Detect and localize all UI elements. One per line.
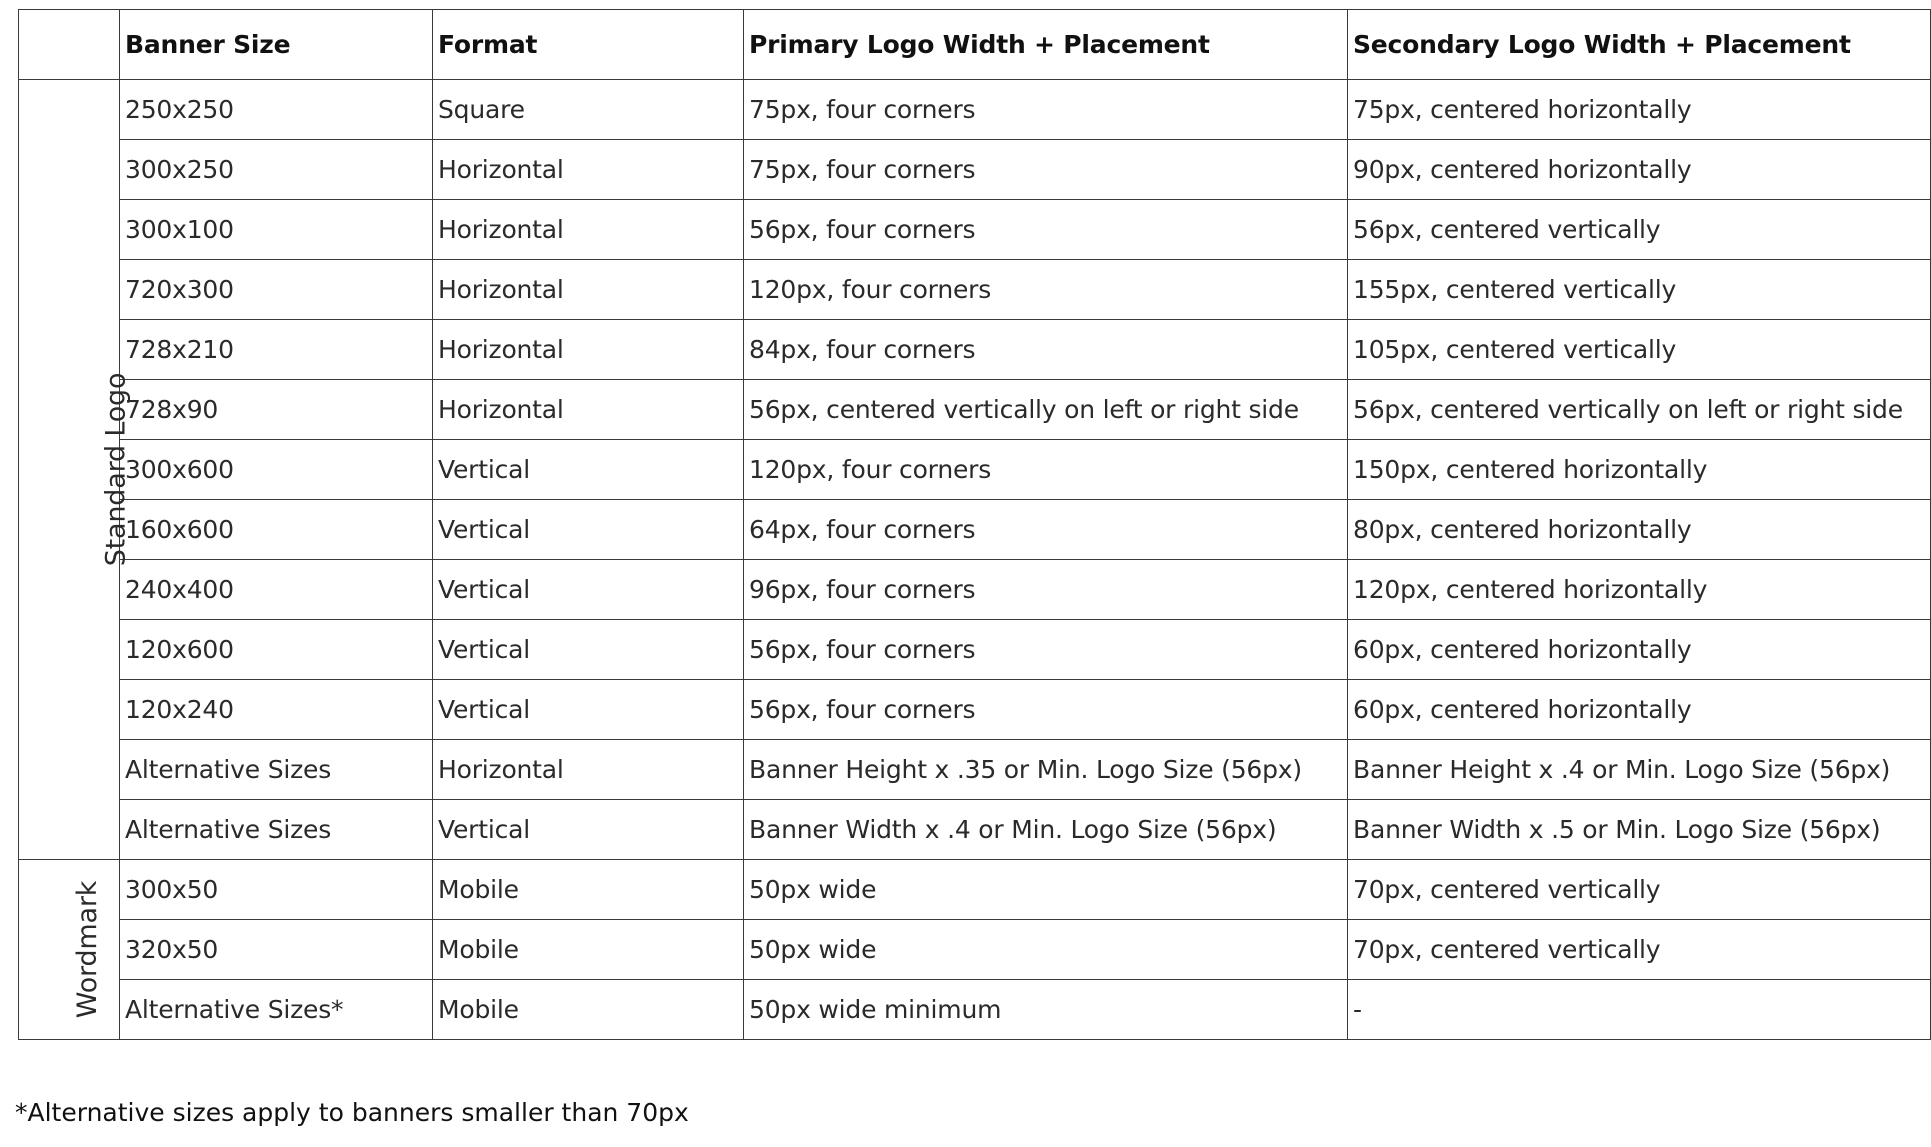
primary-logo-cell: 50px wide <box>744 860 1348 920</box>
group-label: Wordmark <box>72 880 104 1019</box>
format-cell: Vertical <box>433 680 744 740</box>
secondary-logo-cell: - <box>1348 980 1931 1040</box>
header-secondary-logo: Secondary Logo Width + Placement <box>1348 10 1931 80</box>
banner-size-cell: 300x600 <box>120 440 433 500</box>
secondary-logo-cell: 150px, centered horizontally <box>1348 440 1931 500</box>
banner-size-cell: 728x210 <box>120 320 433 380</box>
format-cell: Mobile <box>433 980 744 1040</box>
group-label: Standard Logo <box>100 372 132 567</box>
table-row <box>19 140 1931 200</box>
primary-logo-cell: 120px, four corners <box>744 440 1348 500</box>
primary-logo-cell: 64px, four corners <box>744 500 1348 560</box>
secondary-logo-cell: 60px, centered horizontally <box>1348 620 1931 680</box>
banner-size-cell: 250x250 <box>120 80 433 140</box>
secondary-logo-cell: 90px, centered horizontally <box>1348 140 1931 200</box>
header-primary-logo: Primary Logo Width + Placement <box>744 10 1348 80</box>
primary-logo-cell: 120px, four corners <box>744 260 1348 320</box>
primary-logo-cell: 56px, four corners <box>744 680 1348 740</box>
format-cell: Mobile <box>433 920 744 980</box>
format-cell: Mobile <box>433 860 744 920</box>
format-cell: Horizontal <box>433 740 744 800</box>
group-cell <box>19 80 132 860</box>
format-cell: Horizontal <box>433 140 744 200</box>
table-row <box>19 920 1931 980</box>
primary-logo-cell: 50px wide minimum <box>744 980 1348 1040</box>
group-cell <box>19 860 120 1040</box>
table-row <box>19 800 1931 860</box>
banner-size-cell: 160x600 <box>120 500 433 560</box>
table-row <box>19 680 1931 740</box>
primary-logo-cell: 75px, four corners <box>744 80 1348 140</box>
table-row <box>19 320 1931 380</box>
format-cell: Vertical <box>433 620 744 680</box>
secondary-logo-cell: 75px, centered horizontally <box>1348 80 1931 140</box>
table-row <box>19 860 1931 920</box>
primary-logo-cell: Banner Height x .35 or Min. Logo Size (56px) <box>744 740 1348 800</box>
banner-size-cell: 120x600 <box>120 620 433 680</box>
header-format: Format <box>433 10 744 80</box>
banner-size-cell: Alternative Sizes* <box>120 980 433 1040</box>
table-row <box>19 740 1931 800</box>
format-cell: Horizontal <box>433 260 744 320</box>
secondary-logo-cell: 105px, centered vertically <box>1348 320 1931 380</box>
secondary-logo-cell: Banner Height x .4 or Min. Logo Size (56px) <box>1348 740 1931 800</box>
banner-size-cell: 300x100 <box>120 200 433 260</box>
table-row <box>19 620 1931 680</box>
secondary-logo-cell: 56px, centered vertically <box>1348 200 1931 260</box>
table-row <box>19 980 1931 1040</box>
secondary-logo-cell: 80px, centered horizontally <box>1348 500 1931 560</box>
primary-logo-cell: 84px, four corners <box>744 320 1348 380</box>
secondary-logo-cell: 155px, centered vertically <box>1348 260 1931 320</box>
format-cell: Vertical <box>433 500 744 560</box>
primary-logo-cell: 75px, four corners <box>744 140 1348 200</box>
format-cell: Vertical <box>433 440 744 500</box>
banner-size-cell: 320x50 <box>120 920 433 980</box>
format-cell: Square <box>433 80 744 140</box>
header-row <box>19 10 1931 80</box>
primary-logo-cell: Banner Width x .4 or Min. Logo Size (56px) <box>744 800 1348 860</box>
format-cell: Vertical <box>433 560 744 620</box>
primary-logo-cell: 56px, four corners <box>744 620 1348 680</box>
banner-size-cell: 300x250 <box>120 140 433 200</box>
primary-logo-cell: 56px, four corners <box>744 200 1348 260</box>
secondary-logo-cell: 70px, centered vertically <box>1348 860 1931 920</box>
primary-logo-cell: 56px, centered vertically on left or right side <box>744 380 1348 440</box>
table-body <box>19 80 1931 1040</box>
header-banner-size: Banner Size <box>120 10 433 80</box>
secondary-logo-cell: 120px, centered horizontally <box>1348 560 1931 620</box>
secondary-logo-cell: Banner Width x .5 or Min. Logo Size (56px) <box>1348 800 1931 860</box>
format-cell: Horizontal <box>433 320 744 380</box>
table-row <box>19 500 1931 560</box>
table-row <box>19 260 1931 320</box>
primary-logo-cell: 96px, four corners <box>744 560 1348 620</box>
format-cell: Horizontal <box>433 200 744 260</box>
primary-logo-cell: 50px wide <box>744 920 1348 980</box>
format-cell: Vertical <box>433 800 744 860</box>
banner-size-cell: Alternative Sizes <box>120 740 433 800</box>
banner-size-cell: 720x300 <box>120 260 433 320</box>
table-row <box>19 440 1931 500</box>
logo-spec-table <box>18 9 1931 1040</box>
secondary-logo-cell: 70px, centered vertically <box>1348 920 1931 980</box>
table-row <box>19 200 1931 260</box>
secondary-logo-cell: 60px, centered horizontally <box>1348 680 1931 740</box>
banner-size-cell: 120x240 <box>120 680 433 740</box>
footnote: *Alternative sizes apply to banners smaller than 70px <box>15 1098 689 1127</box>
table-row <box>19 380 1931 440</box>
banner-size-cell: 240x400 <box>120 560 433 620</box>
logo-spec-table-wrap <box>18 9 1931 1040</box>
banner-size-cell: Alternative Sizes <box>120 800 433 860</box>
format-cell: Horizontal <box>433 380 744 440</box>
table-row <box>19 80 1931 140</box>
secondary-logo-cell: 56px, centered vertically on left or right side <box>1348 380 1931 440</box>
header-corner-cell <box>19 10 120 80</box>
banner-size-cell: 728x90 <box>120 380 433 440</box>
table-row <box>19 560 1931 620</box>
banner-size-cell: 300x50 <box>120 860 433 920</box>
